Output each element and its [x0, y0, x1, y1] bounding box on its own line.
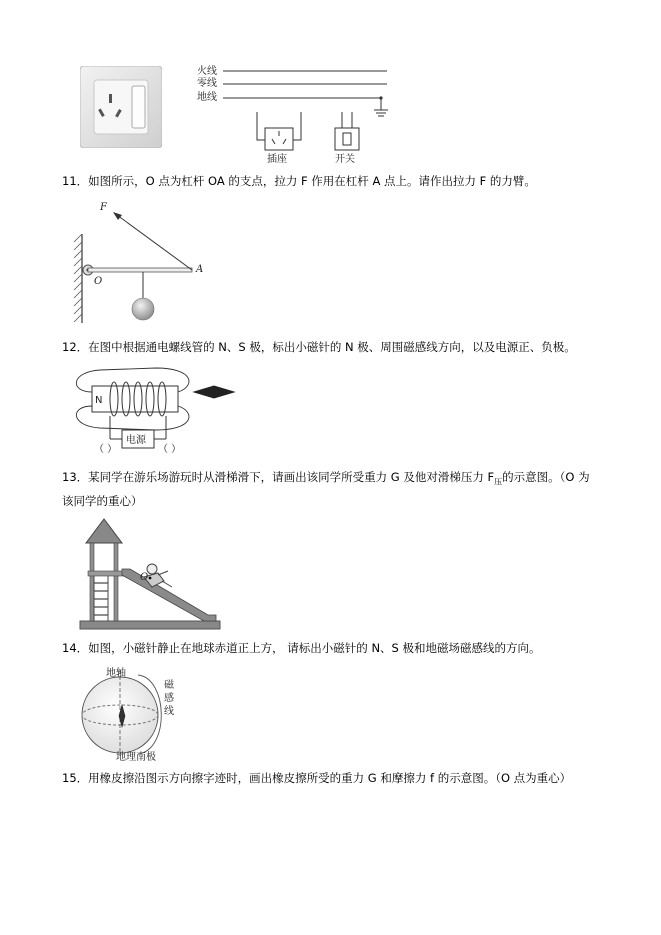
pressure-subscript: 压: [494, 477, 503, 487]
question-11: 11．如图所示，O 点为杠杆 OA 的支点，拉力 F 作用在杠杆 A 点上。请作出拉力 F 的力臂。: [62, 174, 536, 188]
label-O: O: [94, 276, 103, 287]
compass-needle: [194, 386, 234, 398]
zero-line-label: 零线: [197, 78, 217, 89]
right-terminal-blank: （ ）: [158, 444, 182, 455]
socket-label: 插座: [267, 154, 287, 165]
question-14: 14．如图，小磁针静止在地球赤道正上方， 请标出小磁针的 N、S 极和地磁场磁感线的方向。: [62, 641, 541, 655]
earth-magnetic-field-diagram: [78, 664, 188, 762]
field-label-1: 磁: [164, 680, 174, 691]
label-F: F: [100, 202, 107, 213]
field-label-2: 感: [164, 693, 174, 704]
slide-diagram: [78, 515, 223, 631]
question-13-text-end: 的示意图。（O 为: [502, 470, 590, 484]
question-15: 15．用橡皮擦沿图示方向擦字迹时，画出橡皮擦所受的重力 G 和摩擦力 f 的示意图。（O 点为重心）: [62, 771, 572, 785]
lever-diagram: [70, 198, 210, 326]
field-label-3: 线: [164, 706, 174, 717]
label-A: A: [196, 264, 204, 275]
switch-label: 开关: [335, 154, 355, 165]
ground-line-label: 地线: [197, 92, 217, 103]
left-terminal-blank: （ ）: [94, 444, 118, 455]
solenoid-diagram: [70, 364, 240, 456]
socket-photo: [80, 66, 162, 148]
fire-line-label: 火线: [197, 66, 217, 77]
label-O-center: O: [140, 572, 149, 583]
wiring-diagram: [195, 62, 395, 170]
pole-label: 地理南极: [116, 752, 156, 762]
question-13-line-1: [62, 467, 590, 492]
axis-label: 地轴: [106, 668, 126, 679]
question-13-text: 13．某同学在游乐场游玩时从滑梯滑下，请画出该同学所受重力 G 及他对滑梯压力 F: [62, 470, 495, 484]
question-13-line-2: 该同学的重心）: [62, 494, 143, 508]
question-12: 12．在图中根据通电螺线管的 N、S 极，标出小磁针的 N 极、周围磁感线方向，以及电源正、负极。: [62, 340, 576, 354]
power-label: 电源: [126, 435, 146, 446]
label-N: N: [95, 395, 103, 406]
